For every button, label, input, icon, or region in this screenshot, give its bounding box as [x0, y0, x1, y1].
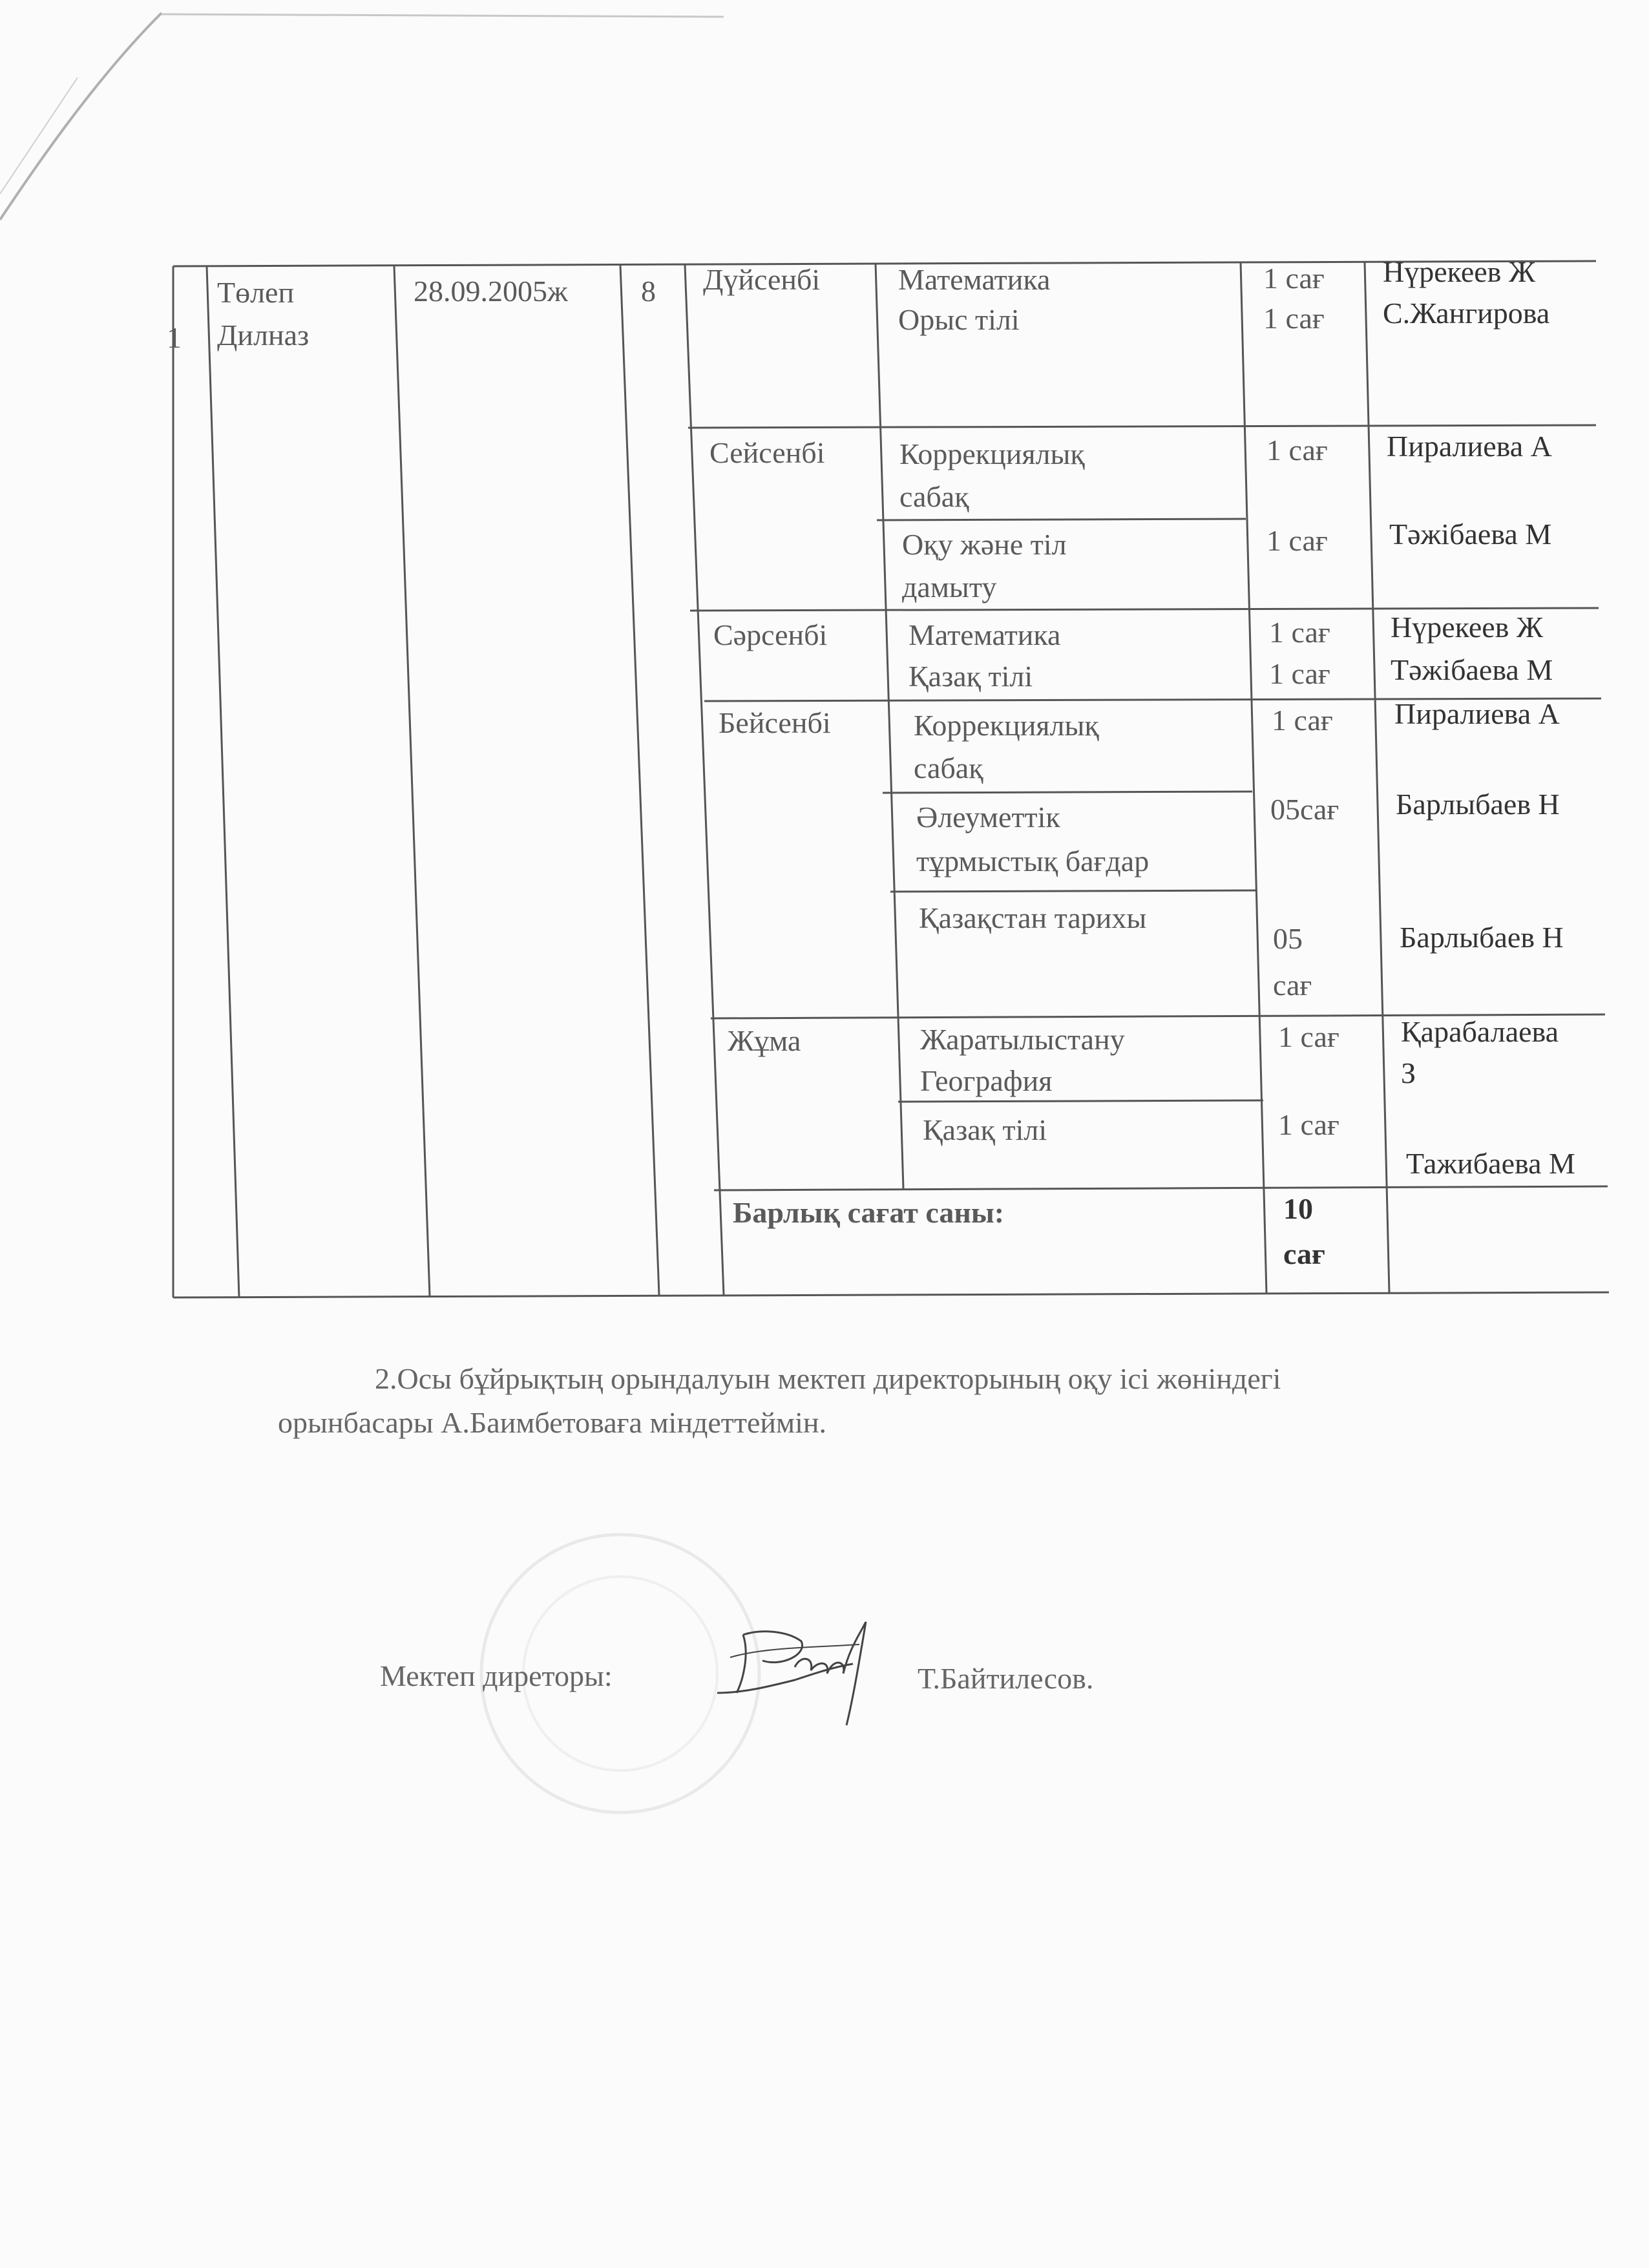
student-name-line1: Төлеп [217, 276, 295, 309]
total-hours-label: Барлық сағат саны: [733, 1196, 1005, 1229]
hours-cell: 1 сағ [1263, 262, 1325, 295]
day-monday: Дүйсенбі [703, 263, 821, 296]
order-paragraph-line2: орынбасары А.Баимбетоваға міндеттеймін. [278, 1406, 827, 1439]
subject-cell: дамыту [902, 571, 997, 604]
student-grade: 8 [641, 275, 656, 308]
teacher-cell: Нүрекеев Ж [1383, 255, 1536, 288]
student-number: 1 [167, 321, 182, 354]
subject-cell: тұрмыстық бағдар [916, 845, 1150, 877]
subject-cell: Әлеуметтік [916, 801, 1060, 834]
total-hours-unit: сағ [1283, 1237, 1325, 1270]
subject-cell: Математика [909, 618, 1061, 651]
student-birth-date: 28.09.2005ж [414, 275, 568, 308]
teacher-cell: Барлыбаев Н [1400, 921, 1564, 954]
day-thursday: Бейсенбі [719, 706, 831, 739]
hours-cell: 1 сағ [1272, 704, 1333, 737]
teacher-cell: Пиралиева А [1394, 697, 1560, 730]
hours-cell: 1 сағ [1278, 1108, 1339, 1141]
order-paragraph-line1: 2.Осы бұйрықтың орындалуын мектеп директорының оқу ісі жөніндегі [375, 1362, 1281, 1395]
subject-cell: сабақ [914, 751, 983, 784]
teacher-cell: Тәжібаева М [1389, 518, 1552, 551]
signature-label: Мектеп диреторы: [380, 1659, 613, 1692]
subject-cell: Қазақ тілі [909, 660, 1033, 693]
subject-cell: Жаратылыстану [920, 1023, 1125, 1056]
subject-cell: Коррекциялық [914, 709, 1099, 742]
subject-cell: Орыс тілі [898, 303, 1020, 336]
hours-cell: 1 сағ [1269, 616, 1330, 649]
student-name-line2: Дилназ [217, 319, 310, 352]
subject-cell: сабақ [899, 480, 969, 513]
teacher-cell: Қарабалаева [1401, 1015, 1559, 1048]
subject-cell: Коррекциялық [899, 437, 1085, 470]
teacher-cell: Барлыбаев Н [1396, 788, 1560, 821]
subject-cell: Оқу және тіл [902, 528, 1067, 561]
day-wednesday: Сәрсенбі [713, 618, 828, 651]
day-friday: Жұма [728, 1024, 801, 1057]
subject-cell: Математика [898, 263, 1051, 296]
total-hours-value: 10 [1283, 1192, 1313, 1225]
hours-cell: 05сағ [1270, 793, 1339, 826]
hours-cell: 1 сағ [1278, 1020, 1339, 1053]
director-signature [704, 1596, 898, 1738]
teacher-cell: Тәжібаева М [1391, 653, 1553, 686]
subject-cell: Қазақ тілі [923, 1113, 1047, 1146]
teacher-cell: Нүрекеев Ж [1391, 611, 1544, 644]
hours-cell: 1 сағ [1269, 657, 1330, 690]
hours-cell: 05 [1273, 922, 1303, 955]
subject-cell: Қазақстан тарихы [919, 901, 1147, 934]
teacher-cell: З [1401, 1056, 1416, 1089]
subject-cell: География [920, 1064, 1053, 1097]
teacher-cell: Тажибаева М [1406, 1147, 1575, 1180]
teacher-cell: Пиралиева А [1387, 430, 1552, 463]
director-name: Т.Байтилесов. [918, 1662, 1094, 1695]
hours-cell: 1 сағ [1266, 524, 1328, 557]
teacher-cell: С.Жангирова [1383, 297, 1550, 330]
hours-cell: 1 сағ [1263, 302, 1325, 335]
hours-cell: 1 сағ [1266, 434, 1328, 467]
hours-cell: сағ [1273, 969, 1312, 1002]
day-tuesday: Сейсенбі [709, 436, 825, 469]
